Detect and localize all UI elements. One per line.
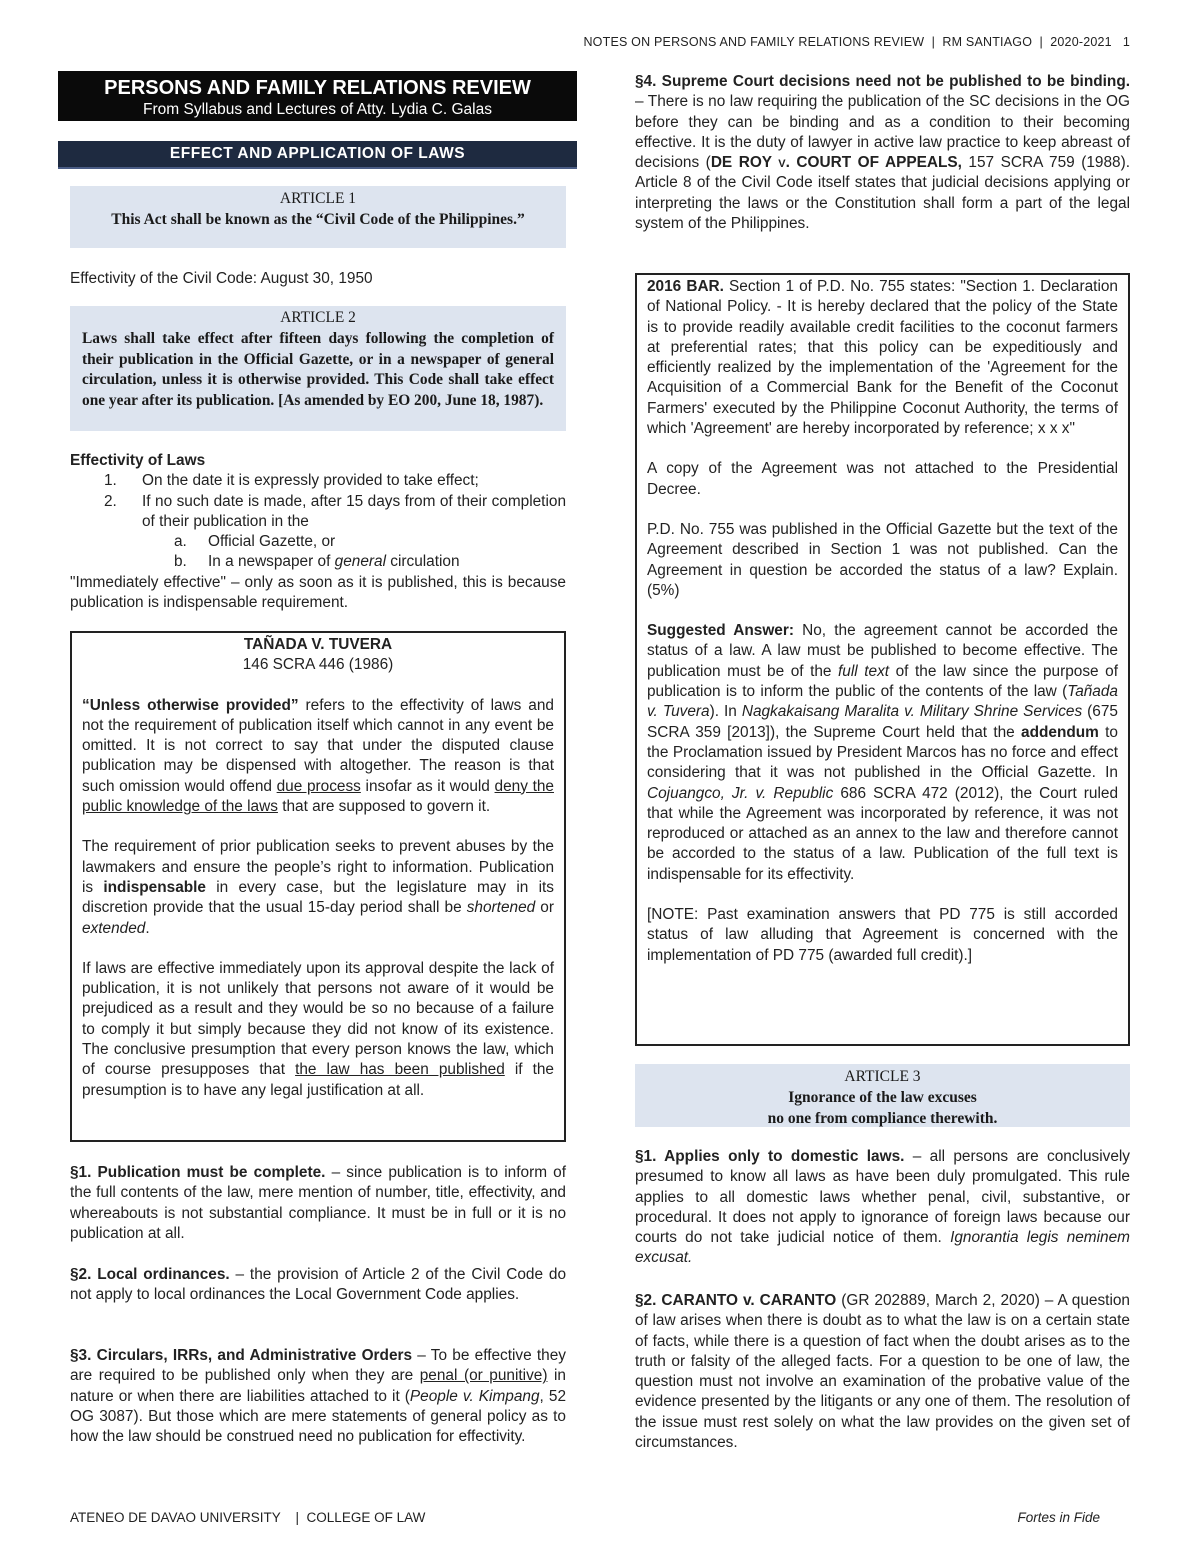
suggested-answer: Suggested Answer: No, the agreement cannot be accorded the status of a law. A law must be published to become effective. The publication must be of the full text of the law since the purpose of publication is to inform the public of the contents of the law (Tañada v. Tuvera). In Nagkakaisang Maralita v. Military Shrine Services (675 SCRA 359 [2013]), the Supreme Court held that the addendum to the Proclamation issued by President Marcos has no force and effect considering that it was not published in the Official Gazette. In Cojuangco, Jr. v. Republic 686 SCRA 472 (2012), the Court ruled that while the Agreement was incorporated by reference, it was not reproduced or attached as an annex to the law and therefore cannot be accorded to the status of a law. Publication of the full text is indispensable for its effectivity. (647, 622, 1119, 883)
document-title-box (58, 71, 577, 121)
article-1-box (70, 186, 566, 248)
article-3-section-1: §1. Applies only to domestic laws. – all persons are conclusively presumed to know all laws as have been duly promulgated. This rule applies to all domestic laws whether penal, civil, substantive, or procedural. It does not apply to ignorance of foreign laws because our courts do not take judicial notice of them. Ignorantia legis neminem excusat. (635, 1148, 1131, 1267)
section-4-sc-decisions: §4. Supreme Court decisions need not be published to be binding. – There is no law requiring the publication of the SC decisions in the OG before they can be binding and as a condition to their becoming effective. It is the duty of lawyer in active law practice to keep abreast of decisions (DE ROY v. COURT OF APPEALS, 157 SCRA 759 (1988). Article 8 of the Civil Code itself states that judicial decisions applying or interpreting the laws or the Constitution shall form a part of the legal system of the Philippines. (635, 73, 1130, 233)
list-item: b. In a newspaper of general circulation (174, 553, 460, 571)
case-title: TAÑADA V. TUVERA (243, 636, 393, 653)
list-item: 1. On the date it is expressly provided to take effect; (104, 472, 479, 490)
case-paragraph-3: If laws are effective immediately upon its approval despite the lack of publication, it is not unlikely that persons not aware of it would be prejudiced as a result and they would be so no because of a failure to comply it but simply because they did not know of its existence. The conclusive presumption that every person knows the law, which of course presupposes that the law has been published if the presumption is to have any legal justification at all. (82, 959, 554, 1099)
bar-question: 2016 BAR. Section 1 of P.D. No. 755 states: "Section 1. Declaration of National Policy. - It is hereby declared that the policy of the State is to provide readily available credit facilities to the coconut farmers at preferential rates; that this policy can be expeditiously and efficiently realized by the implementation of the 'Agreement for the Acquisition of a Commercial Bank for the Benefit of the Coconut Farmers' executed by the Philippine Coconut Authority, the terms of which 'Agreement' are hereby incorporated by reference; x x x" (647, 278, 1118, 438)
article-2-text: Laws shall take effect after fifteen days following the completion of their publication in the Official Gazette, or in a newspaper of general circulation, unless it is otherwise provided. This Code shall take effect one year after its publication. [As amended by EO 200, June 18, 1987). (82, 329, 554, 410)
article-3-line-2: no one from compliance therewith. (767, 1110, 998, 1127)
document-title: PERSONS AND FAMILY RELATIONS REVIEW (104, 77, 531, 99)
article-3-section-2: §2. CARANTO v. CARANTO (GR 202889, March 2, 2020) – A question of law arises when there is doubt as to what the law is on a certain state of facts, while there is a question of fact when the doubt arises as to the truth or falsity of the alleged facts. For a question to be one of law, the question must not involve an examination of the probative value of the evidence presented by the litigants or any one of them. The resolution of the issue must rest solely on what the law provides on the given set of circumstances. (635, 1292, 1130, 1452)
bar-question-box (635, 273, 1130, 1046)
document-subtitle: From Syllabus and Lectures of Atty. Lydia C. Galas (143, 101, 492, 118)
tanada-case-box (70, 631, 566, 1142)
article-3-box (635, 1064, 1130, 1127)
section-1-publication: §1. Publication must be complete. – since publication is to inform of the full contents of the law, mere mention of number, title, effectivity, and whereabouts is not substantial compliance. It must be in full or it is no publication at all. (70, 1164, 566, 1242)
bar-paragraph-3: P.D. No. 755 was published in the Official Gazette but the text of the Agreement described in Section 1 was not published. Can the Agreement in question be accorded the status of a law? Explain. (5%) (647, 520, 1118, 599)
civil-code-effectivity: Effectivity of the Civil Code: August 30, 1950 (70, 270, 373, 287)
immediately-effective-note: "Immediately effective" – only as soon as it is published, this is because publication is indispensable requirement. (70, 573, 566, 612)
article-1-text: This Act shall be known as the “Civil Code of the Philippines.” (111, 211, 525, 228)
list-item: 2. If no such date is made, after 15 days from of their completion of their publication in the (104, 492, 566, 530)
article-2-label: ARTICLE 2 (280, 309, 356, 326)
footer-left: ATENEO DE DAVAO UNIVERSITY | COLLEGE OF LAW (70, 1510, 426, 1525)
article-2-box (70, 306, 566, 431)
effectivity-heading: Effectivity of Laws (70, 452, 206, 469)
section-heading: EFFECT AND APPLICATION OF LAWS (58, 141, 577, 169)
list-item: a. Official Gazette, or (174, 533, 336, 551)
footer-motto: Fortes in Fide (1017, 1510, 1100, 1525)
section-3-circulars: §3. Circulars, IRRs, and Administrative Orders – To be effective they are required to be published only when they are penal (or punitive) in nature or when there are liabilities attached to it (People v. Kimpang, 52 OG 3087). But those which are mere statements of general policy as to how the law should be construed need no publication for effectivity. (70, 1347, 567, 1446)
page-header: NOTES ON PERSONS AND FAMILY RELATIONS REVIEW | RM SANTIAGO | 2020-2021 1 (583, 35, 1130, 49)
case-paragraph-2: The requirement of prior publication seeks to prevent abuses by the lawmakers and ensure the people’s right to information. Publication is indispensable in every case, but the legislature may in its discretion provide that the usual 15-day period shall be shortened or extended. (82, 838, 554, 937)
article-1-label: ARTICLE 1 (279, 190, 357, 207)
effectivity-of-laws (70, 451, 566, 613)
case-paragraph-1: “Unless otherwise provided” refers to the effectivity of laws and not the requirement of publication itself which cannot in any event be omitted. It is not correct to say that under the disputed clause publication may be dispensed with altogether. The reason is that such omission would offend due process insofar as it would deny the public knowledge of the laws that are supposed to govern it. (82, 696, 554, 816)
article-3-label: ARTICLE 3 (844, 1068, 921, 1085)
bar-paragraph-2: A copy of the Agreement was not attached to the Presidential Decree. (647, 460, 1118, 498)
article-3-line-1: Ignorance of the law excuses (788, 1089, 977, 1106)
case-citation: 146 SCRA 446 (1986) (242, 656, 394, 674)
bar-note: [NOTE: Past examination answers that PD 775 is still accorded status of law alluding that Agreement is concerned with the implementation of PD 775 (awarded full credit).] (647, 906, 1118, 964)
section-2-ordinances: §2. Local ordinances. – the provision of Article 2 of the Civil Code do not apply to local ordinances the Local Government Code applies. (70, 1266, 566, 1304)
